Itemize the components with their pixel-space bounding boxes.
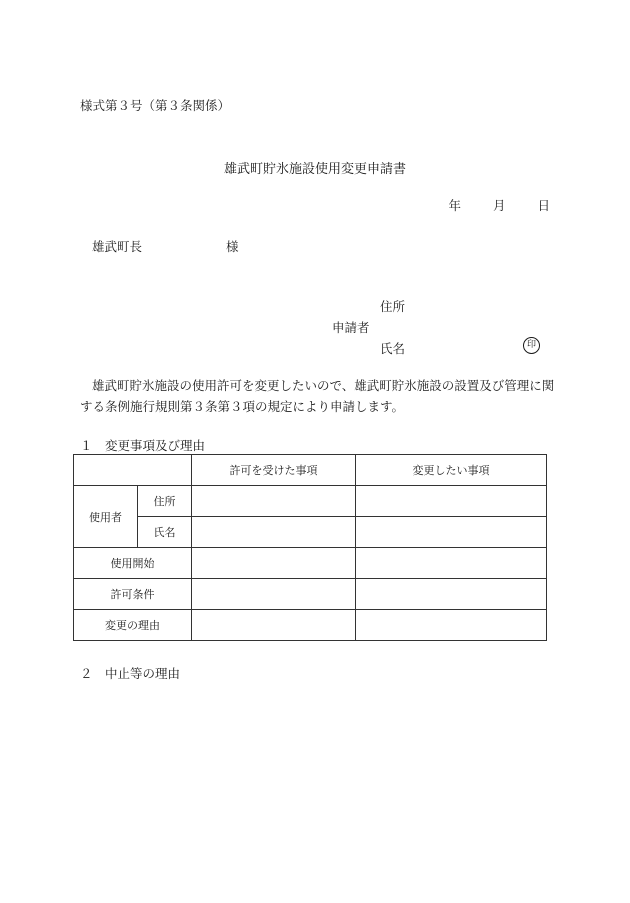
- table-row: [74, 455, 547, 486]
- seal-mark: 印: [523, 337, 540, 354]
- addressee-honorific: 様: [226, 239, 239, 254]
- date-line: [428, 196, 550, 214]
- date-day: 日: [537, 198, 550, 213]
- reason-permitted-cell: [192, 610, 356, 641]
- user-address-change-cell: [356, 486, 547, 517]
- header-change: 変更したい事項: [356, 455, 547, 486]
- date-month: 月: [492, 198, 506, 213]
- user-name-permitted-cell: [192, 517, 356, 548]
- user-label: 使用者: [74, 486, 138, 548]
- section2-heading: ２ 中止等の理由: [80, 666, 181, 681]
- applicant-address-label: 住所: [380, 299, 406, 314]
- section1-heading: １ 変更事項及び理由: [80, 438, 206, 453]
- table-row: [74, 486, 547, 517]
- body-text: 雄武町貯氷施設の使用許可を変更したいので、雄武町貯氷施設の設置及び管理に関する条例施行規則第３条第３項の規定により申請します。: [80, 378, 555, 414]
- header-permitted: 許可を受けた事項: [192, 455, 356, 486]
- form-number: 様式第３号（第３条関係）: [80, 98, 231, 113]
- user-address-permitted-cell: [192, 486, 356, 517]
- conditions-label: 許可条件: [74, 579, 192, 610]
- start-change-cell: [356, 548, 547, 579]
- user-name-label: 氏名: [138, 517, 192, 548]
- change-table: [73, 454, 547, 641]
- user-name-change-cell: [356, 517, 547, 548]
- reason-change-cell: [356, 610, 547, 641]
- start-permitted-cell: [192, 548, 356, 579]
- start-label: 使用開始: [74, 548, 192, 579]
- user-address-label: 住所: [138, 486, 192, 517]
- date-year: 年: [448, 198, 461, 213]
- document-title: 雄武町貯氷施設使用変更申請書: [223, 162, 406, 177]
- reason-label: 変更の理由: [74, 610, 192, 641]
- conditions-permitted-cell: [192, 579, 356, 610]
- addressee-name: 雄武町長: [92, 239, 143, 254]
- conditions-change-cell: [356, 579, 547, 610]
- table-row: [74, 517, 547, 548]
- applicant-name-label: 氏名: [380, 341, 406, 356]
- table-row: [74, 579, 547, 610]
- table-corner-cell: [74, 455, 192, 486]
- table-row: [74, 610, 547, 641]
- table-row: [74, 548, 547, 579]
- applicant-label: 申請者: [332, 320, 370, 335]
